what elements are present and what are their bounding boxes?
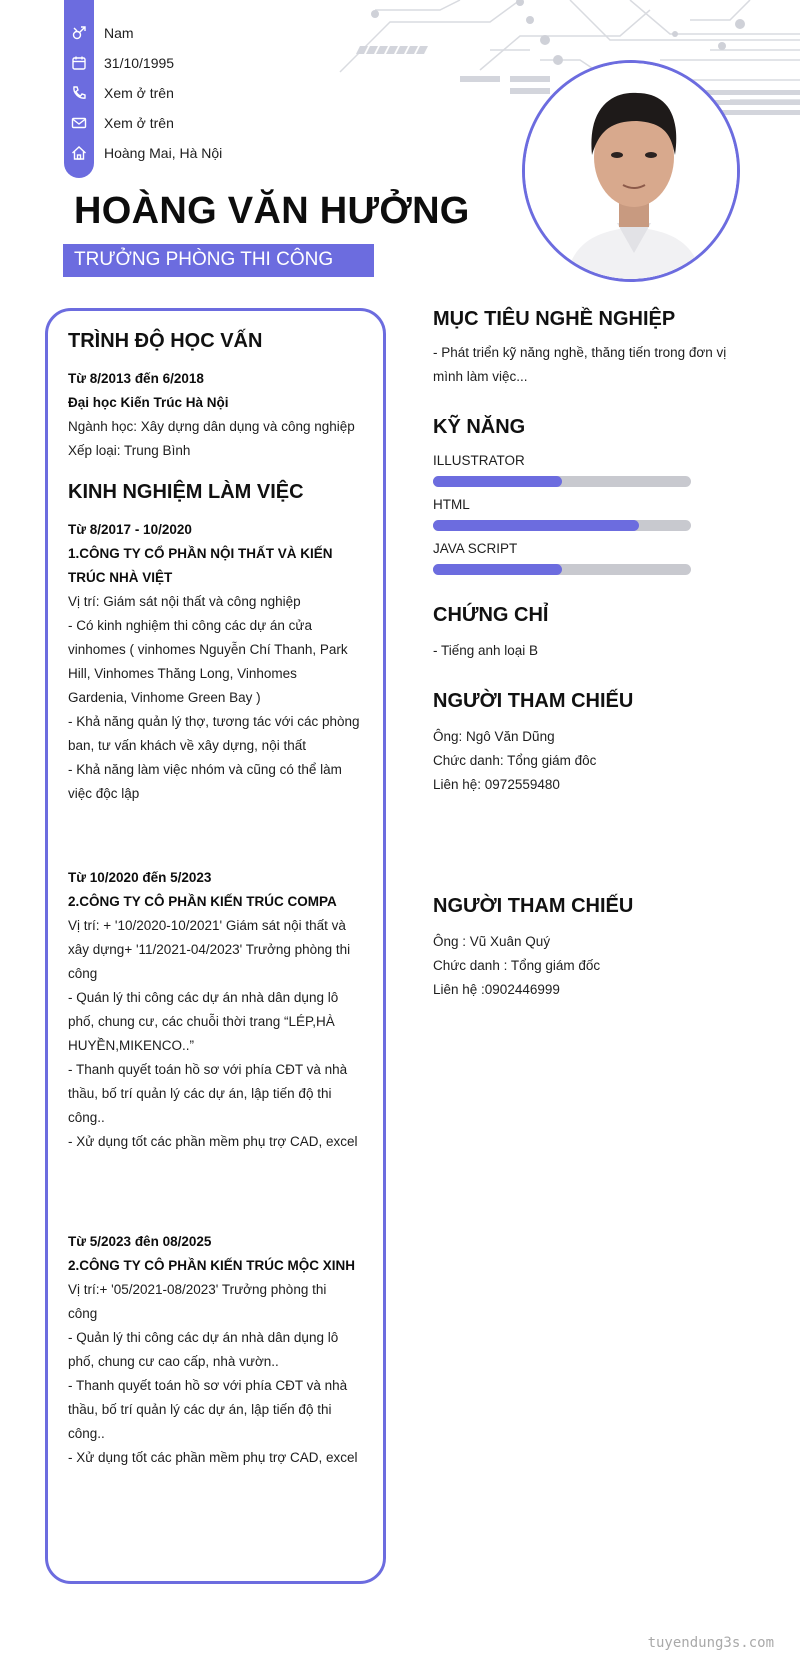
skill-item: [433, 497, 753, 531]
objective-line: mình làm việc...: [433, 369, 528, 384]
skill-item: [433, 541, 753, 575]
left-column: [68, 330, 363, 1470]
job-line: Hill, Vinhomes Thăng Long, Vinhomes: [68, 666, 297, 681]
education-grade: Xếp loại: Trung Bình: [68, 443, 191, 458]
job-period: Từ 10/2020 đến 5/2023: [68, 870, 212, 885]
job-company: 2.CÔNG TY CÔ PHẦN KIẾN TRÚC COMPA: [68, 894, 337, 909]
education-period: Từ 8/2013 đến 6/2018: [68, 371, 204, 386]
skill-item: [433, 453, 753, 487]
job-line: - Khả năng làm việc nhóm và cũng có thể làm: [68, 762, 342, 777]
job-line: công..: [68, 1110, 105, 1125]
home-icon: [64, 138, 94, 168]
reference-contact: Liên hệ: 0972559480: [433, 777, 560, 792]
job-title: TRƯỞNG PHÒNG THI CÔNG: [63, 244, 374, 277]
skill-bar: [433, 520, 691, 531]
job-line: vinhomes ( vinhomes Nguyễn Chí Thanh, Park: [68, 642, 348, 657]
job-line: Gardenia, Vinhome Green Bay ): [68, 690, 261, 705]
reference-section: [433, 690, 753, 797]
skill-bar: [433, 476, 691, 487]
job-company-cont: TRÚC NHÀ VIỆT: [68, 570, 173, 585]
job-entry: [68, 1230, 363, 1470]
certificates-title: CHỨNG CHỈ: [433, 604, 549, 626]
job-line: Vị trí: Giám sát nội thất và công nghiệp: [68, 594, 301, 609]
phone-icon: [64, 78, 94, 108]
gender-value: Nam: [104, 25, 134, 41]
reference-title: NGƯỜI THAM CHIẾU: [433, 895, 634, 917]
reference-name: Ông: Ngô Văn Dũng: [433, 729, 555, 744]
job-line: Vị trí: + '10/2020-10/2021' Giám sát nội thất và: [68, 918, 346, 933]
certificates-section: [433, 604, 753, 663]
birthday-value: 31/10/1995: [104, 55, 175, 71]
job-line: công: [68, 1306, 98, 1321]
job-line: phố, chung cư, các chuỗi thời trang “LÉP,HÀ: [68, 1014, 335, 1029]
watermark: tuyendung3s.com: [647, 1635, 774, 1651]
skills-section: [433, 416, 753, 575]
job-company: 1.CÔNG TY CỔ PHẦN NỘI THẤT VÀ KIẾN: [68, 546, 333, 561]
full-name: HOÀNG VĂN HƯỞNG: [74, 190, 470, 232]
address-value: Hoàng Mai, Hà Nội: [104, 145, 223, 161]
phone-row: [64, 78, 222, 108]
job-line: - Thanh quyết toán hồ sơ với phía CĐT và nhà: [68, 1378, 348, 1393]
job-line: việc độc lập: [68, 786, 140, 801]
profile-photo: [522, 60, 740, 282]
address-row: [64, 138, 222, 168]
skill-name: JAVA SCRIPT: [433, 541, 518, 556]
reference-position: Chức danh : Tổng giám đốc: [433, 958, 601, 973]
skill-bar-fill: [433, 564, 562, 575]
job-entry: [68, 866, 363, 1154]
reference-name: Ông : Vũ Xuân Quý: [433, 934, 551, 949]
email-row: [64, 108, 222, 138]
mail-icon: [64, 108, 94, 138]
job-company: 2.CÔNG TY CÔ PHẦN KIẾN TRÚC MỘC XINH: [68, 1258, 356, 1273]
skill-bar-fill: [433, 476, 562, 487]
job-line: - Xử dụng tốt các phần mềm phụ trợ CAD, excel: [68, 1450, 358, 1465]
job-line: thầu, bố trí quản lý các dự án, lập tiến độ thi: [68, 1086, 332, 1101]
reference-title: NGƯỜI THAM CHIẾU: [433, 690, 634, 712]
reference-contact: Liên hệ :0902446999: [433, 982, 560, 997]
job-line: thầu, bố trí quản lý các dự án, lập tiến độ thi: [68, 1402, 332, 1417]
job-line: - Thanh quyết toán hồ sơ với phía CĐT và nhà: [68, 1062, 348, 1077]
skill-name: HTML: [433, 497, 470, 512]
job-period: Từ 5/2023 đên 08/2025: [68, 1234, 212, 1249]
reference-section: [433, 895, 753, 1002]
skills-title: KỸ NĂNG: [433, 416, 526, 438]
education-school: Đại học Kiến Trúc Hà Nội: [68, 395, 229, 410]
personal-info: [64, 18, 222, 168]
gender-icon: [64, 18, 94, 48]
skill-name: ILLUSTRATOR: [433, 453, 525, 468]
education-major: Ngành học: Xây dựng dân dụng và công nghiệp: [68, 419, 355, 434]
job-line: - Khả năng quản lý thợ, tương tác với các phòng: [68, 714, 360, 729]
job-line: công..: [68, 1426, 105, 1441]
job-line: HUYỀN,MIKENCO..”: [68, 1038, 195, 1053]
job-line: - Quán lý thi công các dự án nhà dân dụng lô: [68, 990, 339, 1005]
reference-position: Chức danh: Tổng giám đôc: [433, 753, 597, 768]
job-line: công: [68, 966, 98, 981]
education-title: TRÌNH ĐỘ HỌC VẤN: [68, 330, 263, 352]
objective-section: [433, 308, 753, 389]
certificate-item: - Tiếng anh loại B: [433, 643, 539, 658]
skill-bar-fill: [433, 520, 639, 531]
job-line: - Quản lý thi công các dự án nhà dân dụng lô: [68, 1330, 339, 1345]
job-line: phố, chung cư cao cấp, nhà vườn..: [68, 1354, 279, 1369]
job-entry: [68, 518, 363, 806]
calendar-icon: [64, 48, 94, 78]
job-line: ban, tư vấn khách về xây dựng, nội thất: [68, 738, 306, 753]
experience-title: KINH NGHIỆM LÀM VIỆC: [68, 481, 304, 503]
job-line: xây dựng+ '11/2021-04/2023' Trưởng phòng thi: [68, 942, 351, 957]
objective-title: MỤC TIÊU NGHỀ NGHIỆP: [433, 308, 676, 330]
job-line: Vị trí:+ '05/2021-08/2023' Trưởng phòng thi: [68, 1282, 327, 1297]
objective-line: - Phát triển kỹ năng nghề, thăng tiến trong đơn vị: [433, 345, 727, 360]
email-value: Xem ở trên: [104, 115, 174, 131]
job-period: Từ 8/2017 - 10/2020: [68, 522, 192, 537]
gender-row: [64, 18, 222, 48]
phone-value: Xem ở trên: [104, 85, 174, 101]
birthday-row: [64, 48, 222, 78]
job-line: - Xử dụng tốt các phần mềm phụ trợ CAD, excel: [68, 1134, 358, 1149]
skill-bar: [433, 564, 691, 575]
job-line: - Có kinh nghiệm thi công các dự án cửa: [68, 618, 312, 633]
